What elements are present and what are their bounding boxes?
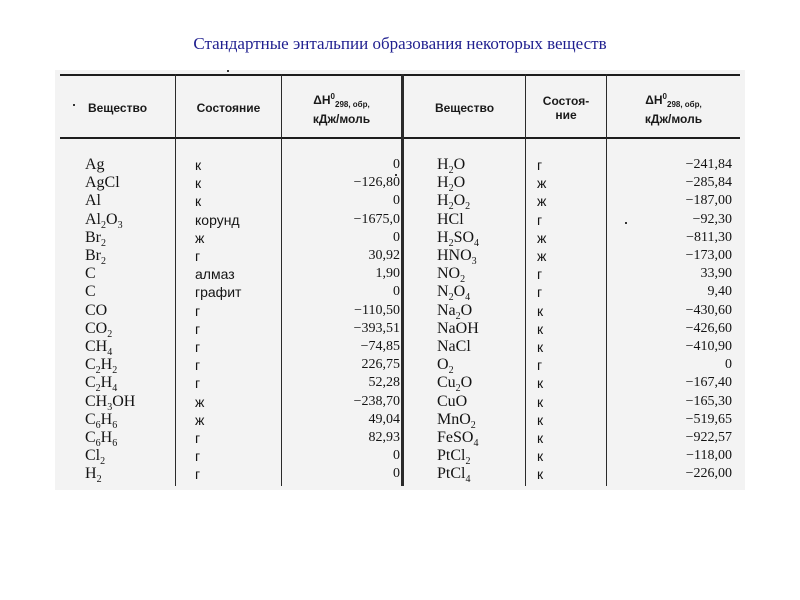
state-cell: к (195, 157, 202, 173)
substance-formula: $H_2$ (85, 465, 102, 486)
state-cell: г (195, 448, 201, 465)
substance-formula: $Cl_2$ (85, 447, 106, 468)
substance-formula: $Al_2O_3$ (85, 210, 123, 231)
substance-formula: $C_2H_2$ (85, 356, 118, 377)
enthalpy-value: 1,90 (375, 266, 400, 282)
substance-formula: $Br_2$ (85, 247, 106, 268)
state-cell: г (195, 339, 201, 355)
enthalpy-value: −519,65 (685, 411, 732, 427)
substance-formula: $HNO_3$ (437, 247, 477, 268)
enthalpy-table (55, 70, 745, 490)
enthalpy-value: 0 (393, 157, 400, 172)
enthalpy-value: −92,30 (692, 211, 732, 227)
substance-formula: $H_2O$ (437, 174, 466, 195)
substance-formula: AgCl (85, 174, 120, 192)
enthalpy-value: −410,90 (685, 339, 732, 354)
enthalpy-value: −430,60 (685, 302, 732, 318)
state-cell: ж (195, 411, 205, 428)
state-cell: г (195, 302, 201, 319)
substance-formula: $C_2H_4$ (85, 374, 118, 395)
enthalpy-value: −187,00 (685, 193, 732, 209)
state-cell: графит (195, 284, 242, 301)
state-cell: ж (195, 229, 205, 246)
enthalpy-value: −126,80 (353, 175, 400, 191)
substance-formula: $C_6H_6$ (85, 410, 118, 431)
state-cell: к (537, 430, 544, 446)
enthalpy-value: −285,84 (685, 175, 732, 191)
header-state-right: Состоя- ние (542, 94, 590, 122)
header-enthalpy-right: $\Delta H^0_{298, обр,}$ кДж/моль (644, 91, 703, 127)
enthalpy-value: 9,40 (707, 284, 732, 300)
state-cell: ж (537, 248, 547, 264)
substance-formula: NaOH (437, 319, 479, 337)
enthalpy-value: 30,92 (368, 248, 400, 263)
state-cell: ж (537, 193, 547, 210)
state-cell: г (537, 266, 543, 283)
enthalpy-value: 0 (393, 466, 400, 482)
table-top-rule (60, 74, 740, 76)
substance-formula: $Na_2O$ (437, 301, 473, 322)
state-cell: г (195, 248, 201, 264)
header-rule (60, 137, 740, 139)
substance-formula: MnO$_2$ (437, 410, 476, 431)
enthalpy-value: 0 (393, 193, 400, 209)
state-cell: к (537, 411, 544, 428)
state-cell: г (537, 284, 543, 301)
substance-formula: $Cu_2O$ (437, 374, 473, 395)
enthalpy-value: 33,90 (700, 266, 732, 282)
state-cell: г (195, 375, 201, 392)
substance-formula: $NO_2$ (437, 265, 466, 286)
scan-speck (227, 70, 229, 72)
state-cell: г (195, 466, 201, 483)
state-cell: к (537, 393, 544, 410)
state-cell: г (195, 430, 201, 446)
enthalpy-value: 0 (725, 357, 732, 373)
enthalpy-value: −110,50 (354, 302, 400, 318)
enthalpy-value: 0 (393, 229, 400, 245)
state-cell: г (195, 357, 201, 374)
enthalpy-value: −226,00 (685, 466, 732, 482)
substance-formula: C (85, 283, 96, 301)
enthalpy-value: 226,75 (361, 357, 400, 373)
substance-formula: $CH_4$ (85, 338, 113, 359)
enthalpy-value: −118,00 (686, 448, 732, 464)
state-cell: ж (537, 229, 547, 246)
enthalpy-value: 52,28 (368, 375, 400, 391)
state-cell: к (537, 339, 544, 355)
enthalpy-value: −74,85 (360, 339, 400, 354)
header-substance-right: Вещество (434, 101, 495, 115)
state-cell: алмаз (195, 266, 235, 283)
substance-formula: CO (85, 301, 108, 319)
header-state-left: Состояние (196, 101, 261, 115)
enthalpy-value: −173,00 (685, 248, 732, 263)
state-cell: к (537, 302, 544, 319)
substance-formula: FeSO$_4$ (437, 429, 479, 450)
enthalpy-value: −241,84 (685, 157, 732, 172)
state-cell: к (537, 375, 544, 392)
substance-formula: $CO_2$ (85, 319, 113, 340)
state-cell: г (195, 320, 201, 337)
state-cell: к (195, 175, 202, 192)
substance-formula: $N_2O_4$ (437, 283, 471, 304)
state-cell: ж (195, 393, 205, 410)
state-cell: г (537, 211, 543, 228)
enthalpy-value: −811,30 (686, 229, 732, 245)
state-cell: к (537, 320, 544, 337)
state-cell: к (537, 466, 544, 483)
enthalpy-value: 0 (393, 448, 400, 464)
substance-formula: C (85, 265, 96, 283)
enthalpy-value: −167,40 (685, 375, 732, 391)
page-title: Стандартные энтальпии образования некоторых веществ (193, 34, 607, 53)
substance-formula: $O_2$ (437, 356, 454, 377)
substance-formula: $H_2SO_4$ (437, 228, 480, 249)
substance-formula: HCl (437, 210, 464, 228)
enthalpy-value: −393,51 (353, 320, 400, 336)
substance-formula: Al (85, 192, 101, 210)
substance-formula: CuO (437, 392, 468, 410)
enthalpy-value: 0 (393, 284, 400, 300)
enthalpy-value: 49,04 (368, 411, 400, 427)
state-cell: корунд (195, 211, 240, 228)
scan-speck (73, 104, 75, 106)
substance-formula: NaCl (437, 338, 471, 355)
state-cell: г (537, 357, 543, 374)
enthalpy-value: −922,57 (685, 430, 732, 445)
header-enthalpy-left: $\Delta H^0_{298, обр,}$ кДж/моль (312, 91, 371, 127)
state-cell: к (195, 193, 202, 210)
enthalpy-value: −426,60 (685, 320, 732, 336)
enthalpy-value: −165,30 (685, 393, 732, 409)
substance-formula: $Br_2$ (85, 228, 106, 249)
enthalpy-value: −1675,0 (353, 211, 400, 227)
substance-formula: PtCl$_4$ (437, 465, 471, 486)
header-substance-left: Вещество (87, 101, 148, 115)
substance-formula: PtCl$_2$ (437, 447, 471, 468)
state-cell: г (537, 157, 543, 173)
state-cell: ж (537, 175, 547, 192)
state-cell: к (537, 448, 544, 465)
substance-formula: $H_2O_2$ (437, 192, 471, 213)
enthalpy-value: 82,93 (368, 430, 400, 445)
substance-formula: $CH_3OH$ (85, 392, 136, 413)
substance-formula: Ag (85, 156, 105, 173)
substance-formula: $C_6H_6$ (85, 429, 118, 450)
enthalpy-value: −238,70 (353, 393, 400, 409)
substance-formula: $H_2O$ (437, 156, 466, 177)
